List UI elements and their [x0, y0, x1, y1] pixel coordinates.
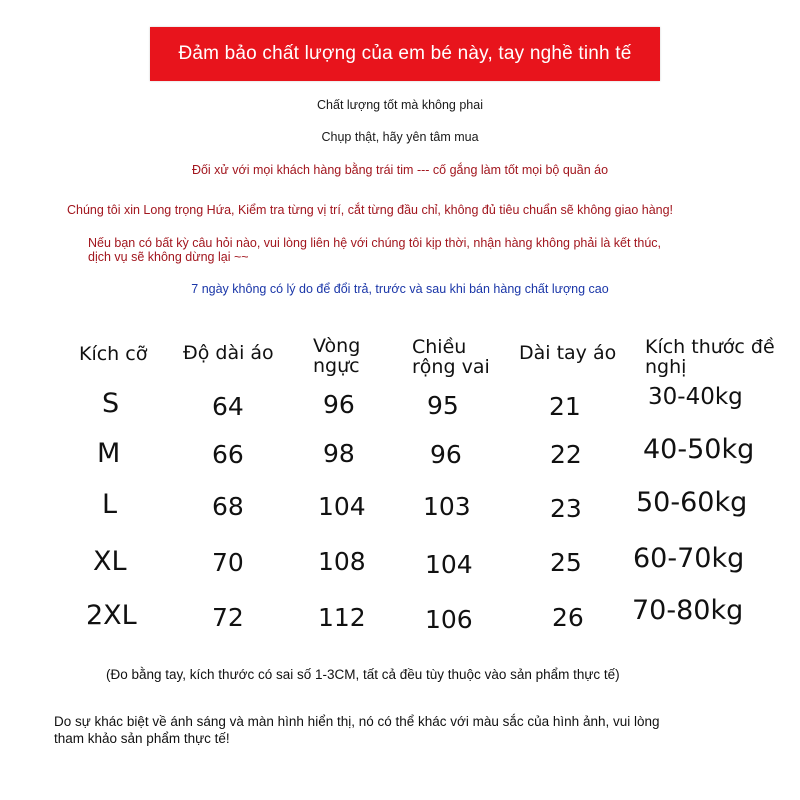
sleeve-cell: 23 [550, 494, 582, 523]
shoulder-cell: 104 [425, 550, 473, 579]
size-cell: M [97, 438, 121, 469]
chest-cell: 96 [323, 390, 355, 419]
header-chest-2: ngực [313, 355, 360, 377]
intro-line-contact-2: dịch vụ sẽ không dừng lại ~~ [88, 250, 249, 264]
length-cell: 68 [212, 492, 244, 521]
shoulder-cell: 106 [425, 605, 473, 634]
header-recommend-1: Kích thước đề [645, 336, 775, 358]
chest-cell: 104 [318, 492, 366, 521]
chest-cell: 108 [318, 547, 366, 576]
size-cell: 2XL [86, 600, 137, 631]
measurement-note: (Đo bằng tay, kích thước có sai số 1-3CM, tất cả đều tùy thuộc vào sản phẩm thực tế) [106, 667, 620, 682]
color-note-line-1: Do sự khác biệt về ánh sáng và màn hình hiển thị, nó có thể khác với màu sắc của hình ảnh, vui lòng [54, 714, 660, 729]
size-cell: S [102, 388, 120, 419]
sleeve-cell: 22 [550, 440, 582, 469]
intro-line-contact-1: Nếu bạn có bất kỳ câu hỏi nào, vui lòng liên hệ với chúng tôi kịp thời, nhận hàng không phải là kết thúc, [88, 236, 662, 250]
color-note-line-2: tham khảo sản phẩm thực tế! [54, 731, 230, 746]
weight-cell: 50-60kg [636, 487, 748, 518]
intro-line-heart: Đối xử với mọi khách hàng bằng trái tim --- cố gắng làm tốt mọi bộ quần áo [191, 163, 609, 177]
sleeve-cell: 26 [552, 603, 584, 632]
header-chest-1: Vòng [313, 335, 361, 357]
intro-line-promise: Chúng tôi xin Long trọng Hứa, Kiểm tra từng vị trí, cắt từng đầu chỉ, không đủ tiêu chuẩn sẽ không giao hàng! [67, 203, 674, 217]
length-cell: 72 [212, 603, 244, 632]
size-cell: L [102, 489, 118, 520]
weight-cell: 40-50kg [643, 434, 755, 465]
shoulder-cell: 95 [427, 391, 459, 420]
header-length: Độ dài áo [183, 342, 274, 364]
header-recommend-2: nghị [645, 356, 687, 378]
header-shoulder-1: Chiều [412, 336, 467, 358]
intro-line-quality: Chất lượng tốt mà không phai [317, 98, 483, 112]
intro-line-return-policy: 7 ngày không có lý do để đổi trả, trước và sau khi bán hàng chất lượng cao [191, 282, 609, 296]
size-cell: XL [93, 546, 127, 577]
length-cell: 64 [212, 392, 244, 421]
header-shoulder-2: rộng vai [412, 356, 490, 378]
sleeve-cell: 25 [550, 548, 582, 577]
sleeve-cell: 21 [549, 392, 581, 421]
banner-text: Đảm bảo chất lượng của em bé này, tay nghề tinh tế [178, 43, 632, 64]
intro-line-real-photo: Chụp thật, hãy yên tâm mua [321, 130, 479, 144]
weight-cell: 60-70kg [633, 543, 745, 574]
quality-banner [150, 27, 660, 81]
length-cell: 66 [212, 440, 244, 469]
chest-cell: 98 [323, 439, 355, 468]
weight-cell: 30-40kg [648, 384, 743, 410]
length-cell: 70 [212, 548, 244, 577]
chest-cell: 112 [318, 603, 366, 632]
shoulder-cell: 96 [430, 440, 462, 469]
shoulder-cell: 103 [423, 492, 471, 521]
header-size: Kích cỡ [79, 343, 148, 365]
header-sleeve: Dài tay áo [519, 342, 617, 364]
weight-cell: 70-80kg [632, 595, 744, 626]
